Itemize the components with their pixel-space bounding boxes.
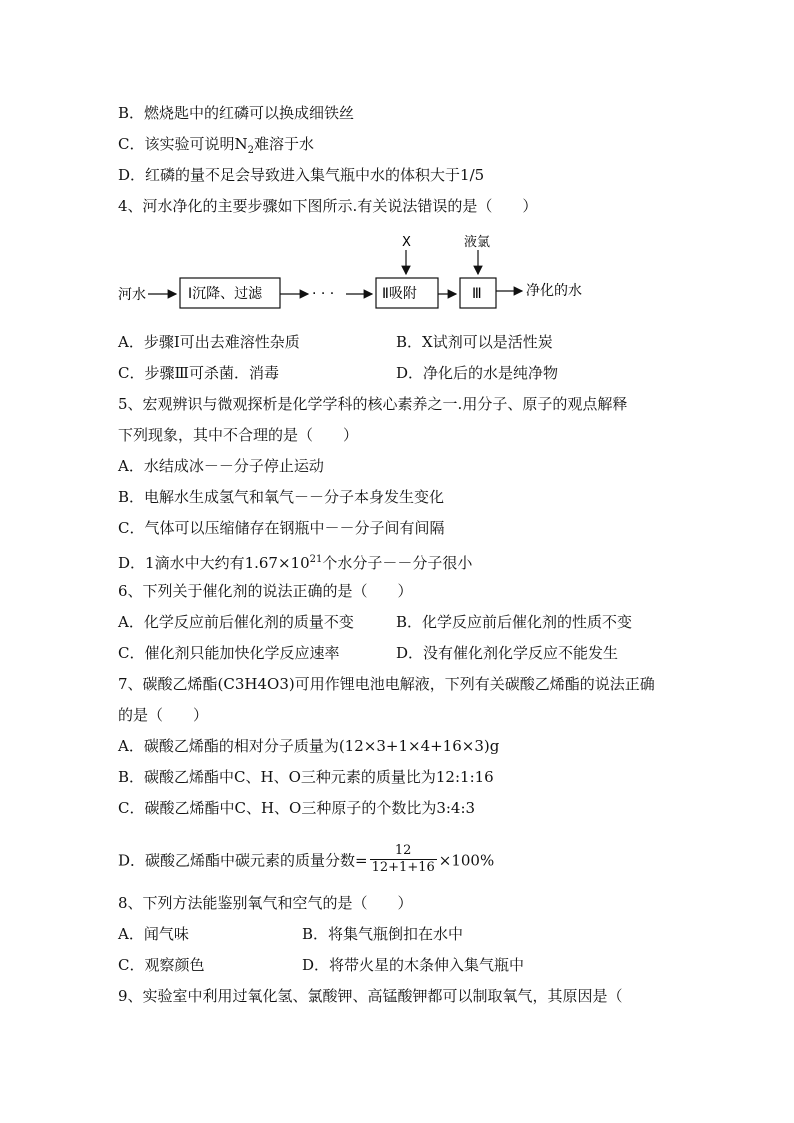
q8-option-a: A．闻气味	[118, 925, 189, 943]
q7-d-text-post: ×100%	[438, 851, 495, 870]
q8-option-c: C．观察颜色	[118, 956, 205, 974]
q7-option-c: C．碳酸乙烯酯中C、H、O三种原子的个数比为3:4:3	[118, 799, 476, 817]
flow-diagram-svg	[118, 232, 638, 312]
q5-stem-line2: 下列现象，其中不合理的是（ ）	[118, 426, 359, 444]
q8-option-d: D．将带火星的木条伸入集气瓶中	[302, 956, 525, 974]
flow-x-label: X	[402, 235, 411, 250]
q6-option-b: B．化学反应前后催化剂的性质不变	[396, 613, 633, 631]
q8-option-b: B．将集气瓶倒扣在水中	[302, 925, 464, 943]
flow-step2-label: Ⅱ吸附	[382, 286, 417, 302]
q3-c-text: C．该实验可说明N	[118, 135, 248, 153]
q7-stem-line1: 7、碳酸乙烯酯(C3H4O3)可用作锂电池电解液，下列有关碳酸乙烯酯的说法正确	[118, 675, 655, 693]
q3-option-c	[118, 134, 314, 161]
q6-stem: 6、下列关于催化剂的说法正确的是（ ）	[118, 582, 413, 600]
q3-c-subscript: 2	[247, 145, 254, 156]
q7-option-b: B．碳酸乙烯酯中C、H、O三种元素的质量比为12:1:16	[118, 768, 494, 786]
q7-option-d	[118, 845, 494, 878]
q4-stem: 4、河水净化的主要步骤如下图所示.有关说法错误的是（ ）	[118, 197, 538, 215]
flow-output-label: 净化的水	[526, 283, 582, 299]
q5-option-a: A．水结成冰－－分子停止运动	[118, 457, 324, 475]
q6-option-d: D．没有催化剂化学反应不能发生	[396, 644, 619, 662]
flow-chlorine-label: 液氯	[464, 235, 491, 250]
flow-dots: · · ·	[312, 286, 335, 302]
q7-d-denominator: 12+1+16	[371, 860, 435, 875]
q3-c-text-post: 难溶于水	[253, 135, 314, 153]
q5-d-text-post: 个水分子－－分子很小	[322, 554, 473, 572]
q5-option-b: B．电解水生成氢气和氧气－－分子本身发生变化	[118, 488, 445, 506]
q7-d-fraction	[370, 843, 437, 876]
flow-step3-label: Ⅲ	[472, 286, 482, 302]
q3-option-b: B．燃烧匙中的红磷可以换成细铁丝	[118, 104, 355, 122]
q7-stem-line2: 的是（ ）	[118, 706, 209, 724]
q7-d-text: D．碳酸乙烯酯中碳元素的质量分数=	[118, 851, 368, 870]
q7-option-a: A．碳酸乙烯酯的相对分子质量为(12×3+1×4+16×3)g	[118, 737, 500, 755]
q8-stem: 8、下列方法能鉴别氧气和空气的是（ ）	[118, 894, 413, 912]
q4-option-b: B．X试剂可以是活性炭	[396, 333, 553, 351]
q9-stem: 9、实验室中利用过氧化氢、氯酸钾、高锰酸钾都可以制取氧气，其原因是（	[118, 987, 623, 1005]
q3-option-d: D．红磷的量不足会导致进入集气瓶中水的体积大于1/5	[118, 166, 485, 184]
q5-d-text: D．1滴水中大约有1.67×10	[118, 554, 310, 572]
flow-step1-label: Ⅰ沉降、过滤	[188, 286, 263, 302]
q5-option-c: C．气体可以压缩储存在钢瓶中－－分子间有间隔	[118, 519, 445, 537]
q7-d-numerator: 12	[370, 843, 437, 860]
water-purification-flow-diagram	[118, 232, 638, 312]
q4-option-d: D．净化后的水是纯净物	[396, 364, 559, 382]
q6-option-a: A．化学反应前后催化剂的质量不变	[118, 613, 354, 631]
q4-option-c: C．步骤Ⅲ可杀菌．消毒	[118, 364, 279, 382]
q5-d-superscript: 21	[309, 554, 323, 565]
q4-option-a: A．步骤Ⅰ可出去难溶性杂质	[118, 333, 300, 351]
q6-option-c: C．催化剂只能加快化学反应速率	[118, 644, 340, 662]
q5-stem-line1: 5、宏观辨识与微观探析是化学学科的核心素养之一.用分子、原子的观点解释	[118, 395, 628, 413]
flow-input-label: 河水	[118, 287, 146, 303]
q5-option-d	[118, 550, 472, 573]
